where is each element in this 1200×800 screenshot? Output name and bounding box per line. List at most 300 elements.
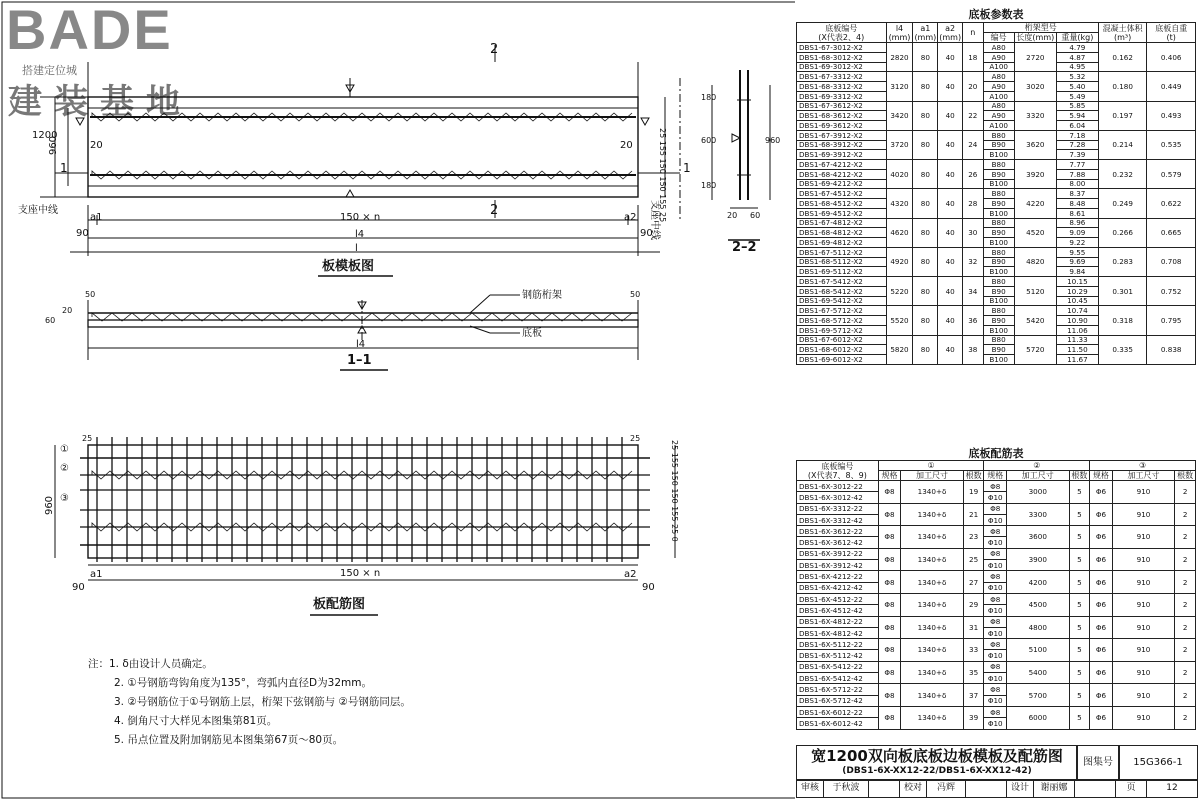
param-l4: 4620 (886, 218, 913, 247)
truss-code: B80 (983, 247, 1014, 257)
dim-l: l (355, 243, 358, 254)
param-row (797, 72, 1196, 82)
param-name: DBS1-69-3312-X2 (797, 91, 887, 101)
truss-weight: 8.48 (1056, 199, 1098, 209)
truss-code: B90 (983, 199, 1014, 209)
rebar3-count: 2 (1175, 548, 1196, 571)
truss-weight: 10.15 (1056, 277, 1098, 287)
rebar3-size: 910 (1112, 684, 1175, 707)
rebar-90-right: 90 (642, 582, 655, 593)
rebar-25-right: 25 (630, 434, 641, 443)
rebar-960: 960 (44, 495, 56, 516)
rebar2-spec: Φ10 (984, 650, 1007, 661)
truss-weight: 9.22 (1056, 238, 1098, 248)
truss-weight: 10.45 (1056, 296, 1098, 306)
param-a2: 40 (938, 189, 963, 218)
truss-weight: 9.69 (1056, 257, 1098, 267)
truss-label: 钢筋桁架 (522, 290, 562, 301)
rebar2-count: 5 (1069, 481, 1090, 504)
param-a2: 40 (938, 160, 963, 189)
param-n: 24 (963, 130, 983, 159)
truss-code: B90 (983, 257, 1014, 267)
truss-code: A90 (983, 52, 1014, 62)
param-name: DBS1-67-5712-X2 (797, 306, 887, 316)
rebar2-spec: Φ10 (984, 605, 1007, 616)
s11-l4: l4 (356, 339, 366, 350)
rebar2-spec: Φ8 (984, 706, 1007, 717)
rebar1-spec: Φ8 (878, 684, 901, 707)
param-a1: 80 (913, 72, 938, 101)
param-name: DBS1-68-3612-X2 (797, 111, 887, 121)
concrete-volume: 0.335 (1098, 335, 1147, 364)
truss-weight: 9.55 (1056, 247, 1098, 257)
param-n: 22 (963, 101, 983, 130)
rebar1-count: 39 (963, 706, 984, 729)
ph-vol (1098, 23, 1147, 43)
dim-20-left: 20 (90, 140, 103, 151)
rebar-name: DBS1-6X-3012-42 (797, 492, 879, 503)
rebar-name: DBS1-6X-4812-42 (797, 627, 879, 638)
header-text: 底板编号 (821, 461, 854, 471)
param-l4: 3420 (886, 101, 913, 130)
truss-weight: 6.04 (1056, 121, 1098, 131)
ph-a2 (938, 23, 963, 43)
truss-weight: 4.87 (1056, 52, 1098, 62)
rebar-25-left: 25 (82, 434, 93, 443)
param-a2: 40 (938, 130, 963, 159)
truss-code: B80 (983, 277, 1014, 287)
rebar-name: DBS1-6X-3312-42 (797, 514, 879, 525)
rebar-row (797, 661, 1196, 672)
rebar1-count: 27 (963, 571, 984, 594)
param-name: DBS1-68-4812-X2 (797, 228, 887, 238)
rebar3-size: 910 (1112, 639, 1175, 662)
atlas-label: 图集号 (1076, 745, 1120, 781)
concrete-volume: 0.249 (1098, 189, 1147, 218)
header-text: (mm) (939, 32, 962, 42)
s22-20: 20 (727, 211, 738, 220)
rebar3-size: 910 (1112, 548, 1175, 571)
section-mark-top: 2 (490, 42, 499, 57)
rebar-name: DBS1-6X-5112-22 (797, 639, 879, 650)
header-text: l4 (895, 23, 904, 33)
rebar2-size: 4500 (1007, 593, 1070, 616)
param-a2: 40 (938, 306, 963, 335)
rebar2-spec: Φ10 (984, 492, 1007, 503)
param-row (797, 335, 1196, 345)
ph-name (797, 23, 887, 43)
rh-size: 加工尺寸 (1112, 471, 1175, 481)
truss-code: B90 (983, 140, 1014, 150)
rebar1-size: 1340+δ (901, 661, 964, 684)
reviewer-name: 于秋波 (824, 780, 869, 797)
rebar-row (797, 548, 1196, 559)
truss-weight: 4.95 (1056, 62, 1098, 72)
rebar3-spec: Φ6 (1090, 684, 1113, 707)
dim-1200: 1200 (32, 130, 58, 141)
rebar1-size: 1340+δ (901, 684, 964, 707)
rebar2-size: 3900 (1007, 548, 1070, 571)
param-row (797, 43, 1196, 53)
s22-caption: 2–2 (732, 240, 757, 255)
truss-code: A100 (983, 91, 1014, 101)
plate-weight: 0.406 (1147, 43, 1196, 72)
section-mark-1-left: 1 (60, 161, 68, 175)
concrete-volume: 0.232 (1098, 160, 1147, 189)
truss-code: B90 (983, 316, 1014, 326)
truss-weight: 7.88 (1056, 169, 1098, 179)
checker-name: 冯辉 (927, 780, 966, 797)
rebar1-count: 23 (963, 526, 984, 549)
title-block-main (796, 745, 1078, 781)
param-n: 28 (963, 189, 983, 218)
s11-50-left: 50 (85, 290, 96, 299)
truss-len: 5420 (1014, 306, 1056, 335)
truss-weight: 5.49 (1056, 91, 1098, 101)
truss-weight: 8.37 (1056, 189, 1098, 199)
param-name: DBS1-69-5412-X2 (797, 296, 887, 306)
rebar2-count: 5 (1069, 571, 1090, 594)
rebar1-size: 1340+δ (901, 593, 964, 616)
rebar2-count: 5 (1069, 503, 1090, 526)
param-row (797, 247, 1196, 257)
truss-weight: 10.29 (1056, 286, 1098, 296)
rebar2-spec: Φ8 (984, 526, 1007, 537)
support-note-right: 支座中线 (649, 200, 660, 240)
param-name: DBS1-69-4512-X2 (797, 208, 887, 218)
concrete-volume: 0.180 (1098, 72, 1147, 101)
truss-code: B90 (983, 228, 1014, 238)
rebar2-spec: Φ8 (984, 481, 1007, 492)
rebar2-count: 5 (1069, 684, 1090, 707)
rebar1-spec: Φ8 (878, 481, 901, 504)
truss-code: B80 (983, 335, 1014, 345)
dim-90-right: 90 (640, 228, 653, 239)
rebar-name: DBS1-6X-3012-22 (797, 481, 879, 492)
rebar-name: DBS1-6X-3612-42 (797, 537, 879, 548)
rh-size: 加工尺寸 (1007, 471, 1070, 481)
param-row (797, 130, 1196, 140)
truss-weight: 7.28 (1056, 140, 1098, 150)
header-text: (t) (1166, 32, 1176, 42)
rebar-150n: 150 × n (340, 568, 381, 579)
rebar-name: DBS1-6X-3612-22 (797, 526, 879, 537)
truss-len: 4220 (1014, 189, 1056, 218)
param-a2: 40 (938, 43, 963, 72)
rebar2-size: 3000 (1007, 481, 1070, 504)
rebar2-spec: Φ10 (984, 695, 1007, 706)
truss-weight: 5.40 (1056, 82, 1098, 92)
plate-weight: 0.708 (1147, 247, 1196, 276)
rebar2-size: 6000 (1007, 706, 1070, 729)
rebar-name: DBS1-6X-4212-22 (797, 571, 879, 582)
dim-150n: 150 × n (340, 212, 381, 223)
truss-len: 4520 (1014, 218, 1056, 247)
header-text: 底板自重 (1155, 23, 1188, 33)
dim-a2: a2 (624, 212, 637, 223)
rebar-name: DBS1-6X-5412-22 (797, 661, 879, 672)
param-l4: 5220 (886, 277, 913, 306)
rebar3-spec: Φ6 (1090, 706, 1113, 729)
note-5: 5. 吊点位置及附加钢筋见本图集第67页～80页。 (114, 734, 344, 746)
rebar2-spec: Φ8 (984, 503, 1007, 514)
s22-180-top: 180 (701, 93, 717, 102)
truss-code: A80 (983, 101, 1014, 111)
plate-weight: 0.795 (1147, 306, 1196, 335)
rebar1-spec: Φ8 (878, 616, 901, 639)
rebar1-count: 21 (963, 503, 984, 526)
rebar2-count: 5 (1069, 593, 1090, 616)
rebar-row (797, 684, 1196, 695)
rh-spec: 规格 (878, 471, 901, 481)
param-l4: 4920 (886, 247, 913, 276)
truss-weight: 5.94 (1056, 111, 1098, 121)
rebar-callout-1: ① (60, 444, 69, 455)
param-n: 30 (963, 218, 983, 247)
rebar2-count: 5 (1069, 639, 1090, 662)
param-l4: 3120 (886, 72, 913, 101)
truss-code: B100 (983, 355, 1014, 365)
plan-view (40, 42, 680, 256)
param-name: DBS1-68-3912-X2 (797, 140, 887, 150)
truss-weight: 9.09 (1056, 228, 1098, 238)
param-a2: 40 (938, 101, 963, 130)
rebar3-count: 2 (1175, 661, 1196, 684)
rebar-right-dims: 25 155 150 150 155 25 θ (670, 440, 679, 542)
plate-weight: 0.665 (1147, 218, 1196, 247)
truss-len: 2720 (1014, 43, 1056, 72)
concrete-volume: 0.301 (1098, 277, 1147, 306)
rebar-row (797, 526, 1196, 537)
param-name: DBS1-67-3312-X2 (797, 72, 887, 82)
truss-weight: 11.50 (1056, 345, 1098, 355)
note-1: 注：1. δ由设计人员确定。 (88, 658, 213, 670)
truss-code: B80 (983, 160, 1014, 170)
param-l4: 4020 (886, 160, 913, 189)
plate-weight: 0.493 (1147, 101, 1196, 130)
header-text: (mm) (888, 32, 911, 42)
rebar1-size: 1340+δ (901, 526, 964, 549)
s11-20: 20 (62, 306, 73, 315)
s11-50-right: 50 (630, 290, 641, 299)
rebar-a1: a1 (90, 569, 103, 580)
param-a1: 80 (913, 277, 938, 306)
param-n: 18 (963, 43, 983, 72)
rebar-row (797, 481, 1196, 492)
param-a1: 80 (913, 130, 938, 159)
s22-960: 960 (765, 136, 781, 145)
rebar2-spec: Φ10 (984, 582, 1007, 593)
rebar3-spec: Φ6 (1090, 661, 1113, 684)
truss-code: B80 (983, 306, 1014, 316)
rebar-name: DBS1-6X-6012-22 (797, 706, 879, 717)
plate-weight: 0.579 (1147, 160, 1196, 189)
rebar1-count: 35 (963, 661, 984, 684)
rebar3-count: 2 (1175, 571, 1196, 594)
s11-caption: 1–1 (347, 353, 372, 368)
param-name: DBS1-69-5712-X2 (797, 325, 887, 335)
rebar2-count: 5 (1069, 616, 1090, 639)
rebar2-count: 5 (1069, 548, 1090, 571)
truss-code: A90 (983, 82, 1014, 92)
truss-code: B80 (983, 130, 1014, 140)
concrete-volume: 0.197 (1098, 101, 1147, 130)
rebar2-spec: Φ10 (984, 627, 1007, 638)
dim-960: 960 (48, 135, 60, 156)
param-name: DBS1-67-4512-X2 (797, 189, 887, 199)
param-a1: 80 (913, 306, 938, 335)
dim-90-left: 90 (76, 228, 89, 239)
truss-code: A90 (983, 111, 1014, 121)
rebar3-spec: Φ6 (1090, 571, 1113, 594)
plate-weight: 0.838 (1147, 335, 1196, 364)
ph-twt: 重量(kg) (1056, 33, 1098, 43)
rebar-name: DBS1-6X-5412-42 (797, 673, 879, 684)
param-name: DBS1-68-6012-X2 (797, 345, 887, 355)
note-4: 4. 倒角尺寸大样见本图集第81页。 (114, 715, 278, 727)
rebar3-spec: Φ6 (1090, 639, 1113, 662)
rebar-name: DBS1-6X-4512-22 (797, 593, 879, 604)
truss-code: B80 (983, 189, 1014, 199)
rebar3-count: 2 (1175, 503, 1196, 526)
truss-code: A100 (983, 121, 1014, 131)
plate-label: 底板 (522, 328, 542, 339)
ph-wt (1147, 23, 1196, 43)
rebar3-count: 2 (1175, 639, 1196, 662)
truss-len: 5120 (1014, 277, 1056, 306)
plate-weight: 0.449 (1147, 72, 1196, 101)
dim-a1: a1 (90, 212, 103, 223)
rebar2-size: 3600 (1007, 526, 1070, 549)
header-text: (X代表2、4) (818, 32, 865, 42)
param-l4: 5520 (886, 306, 913, 335)
rebar1-size: 1340+δ (901, 571, 964, 594)
param-a1: 80 (913, 160, 938, 189)
concrete-volume: 0.162 (1098, 43, 1147, 72)
rebar1-spec: Φ8 (878, 706, 901, 729)
truss-code: B100 (983, 179, 1014, 189)
param-name: DBS1-68-3012-X2 (797, 52, 887, 62)
rh-size: 加工尺寸 (901, 471, 964, 481)
designer-name: 谢丽娜 (1034, 780, 1075, 797)
truss-code: B80 (983, 218, 1014, 228)
rebar2-count: 5 (1069, 706, 1090, 729)
rebar-row (797, 616, 1196, 627)
review-label: 审核 (797, 780, 824, 797)
param-name: DBS1-69-3012-X2 (797, 62, 887, 72)
rebar1-spec: Φ8 (878, 593, 901, 616)
param-row (797, 306, 1196, 316)
rebar2-spec: Φ8 (984, 639, 1007, 650)
rebar-name: DBS1-6X-5712-22 (797, 684, 879, 695)
param-n: 34 (963, 277, 983, 306)
param-a1: 80 (913, 101, 938, 130)
param-name: DBS1-67-3612-X2 (797, 101, 887, 111)
param-name: DBS1-68-5712-X2 (797, 316, 887, 326)
rebar1-count: 29 (963, 593, 984, 616)
rebar2-size: 5700 (1007, 684, 1070, 707)
truss-code: B100 (983, 238, 1014, 248)
rebar3-size: 910 (1112, 526, 1175, 549)
page-number: 12 (1166, 783, 1178, 793)
param-table-title: 底板参数表 (968, 8, 1024, 21)
param-name: DBS1-69-4812-X2 (797, 238, 887, 248)
param-a2: 40 (938, 218, 963, 247)
rebar2-count: 5 (1069, 661, 1090, 684)
rh-name (797, 461, 879, 481)
rebar1-spec: Φ8 (878, 639, 901, 662)
truss-code: B100 (983, 150, 1014, 160)
param-a1: 80 (913, 43, 938, 72)
design-notes (88, 655, 411, 750)
rebar2-size: 3300 (1007, 503, 1070, 526)
rebar3-size: 910 (1112, 616, 1175, 639)
section-mark-bottom: 2 (490, 203, 499, 218)
design-label: 设计 (1007, 780, 1034, 797)
concrete-volume: 0.318 (1098, 306, 1147, 335)
rebar2-spec: Φ10 (984, 560, 1007, 571)
rebar-table (796, 460, 1196, 730)
rebar2-spec: Φ10 (984, 718, 1007, 729)
rebar1-count: 31 (963, 616, 984, 639)
rebar1-count: 33 (963, 639, 984, 662)
truss-weight: 11.06 (1056, 325, 1098, 335)
truss-weight: 8.61 (1056, 208, 1098, 218)
param-name: DBS1-68-5112-X2 (797, 257, 887, 267)
rh-spec: 规格 (1090, 471, 1113, 481)
rebar1-size: 1340+δ (901, 503, 964, 526)
param-n: 20 (963, 72, 983, 101)
truss-len: 5720 (1014, 335, 1056, 364)
param-name: DBS1-67-5112-X2 (797, 247, 887, 257)
truss-len: 3620 (1014, 130, 1056, 159)
rh-count: 根数 (1069, 471, 1090, 481)
param-a2: 40 (938, 335, 963, 364)
checker-signature (966, 780, 1007, 797)
param-a2: 40 (938, 247, 963, 276)
reviewer-signature (869, 780, 900, 797)
truss-code: A80 (983, 43, 1014, 53)
rebar3-spec: Φ6 (1090, 616, 1113, 639)
truss-len: 3320 (1014, 101, 1056, 130)
rebar2-size: 4800 (1007, 616, 1070, 639)
s22-180-bottom: 180 (701, 181, 717, 190)
rebar3-size: 910 (1112, 481, 1175, 504)
header-text: a1 (920, 23, 931, 33)
param-name: DBS1-69-6012-X2 (797, 355, 887, 365)
header-text: (X代表7、8、9) (807, 470, 867, 480)
signature-row (796, 779, 1198, 798)
param-name: DBS1-67-6012-X2 (797, 335, 887, 345)
rebar2-size: 4200 (1007, 571, 1070, 594)
section-mark-1-right: 1 (683, 161, 691, 175)
drawing-title: 宽1200双向板底板边板模板及配筋图 (811, 747, 1063, 765)
truss-code: B90 (983, 286, 1014, 296)
truss-weight: 11.67 (1056, 355, 1098, 365)
truss-code: A80 (983, 72, 1014, 82)
param-name: DBS1-68-3312-X2 (797, 82, 887, 92)
ph-l4 (886, 23, 913, 43)
rebar2-spec: Φ8 (984, 661, 1007, 672)
dim-20-right: 20 (620, 140, 633, 151)
param-a1: 80 (913, 335, 938, 364)
rebar3-spec: Φ6 (1090, 526, 1113, 549)
rebar-row (797, 639, 1196, 650)
rebar-table-title: 底板配筋表 (968, 447, 1024, 460)
truss-code: B90 (983, 345, 1014, 355)
right-dims: 25 155 150 150 155 25 (658, 128, 667, 223)
plate-weight: 0.752 (1147, 277, 1196, 306)
